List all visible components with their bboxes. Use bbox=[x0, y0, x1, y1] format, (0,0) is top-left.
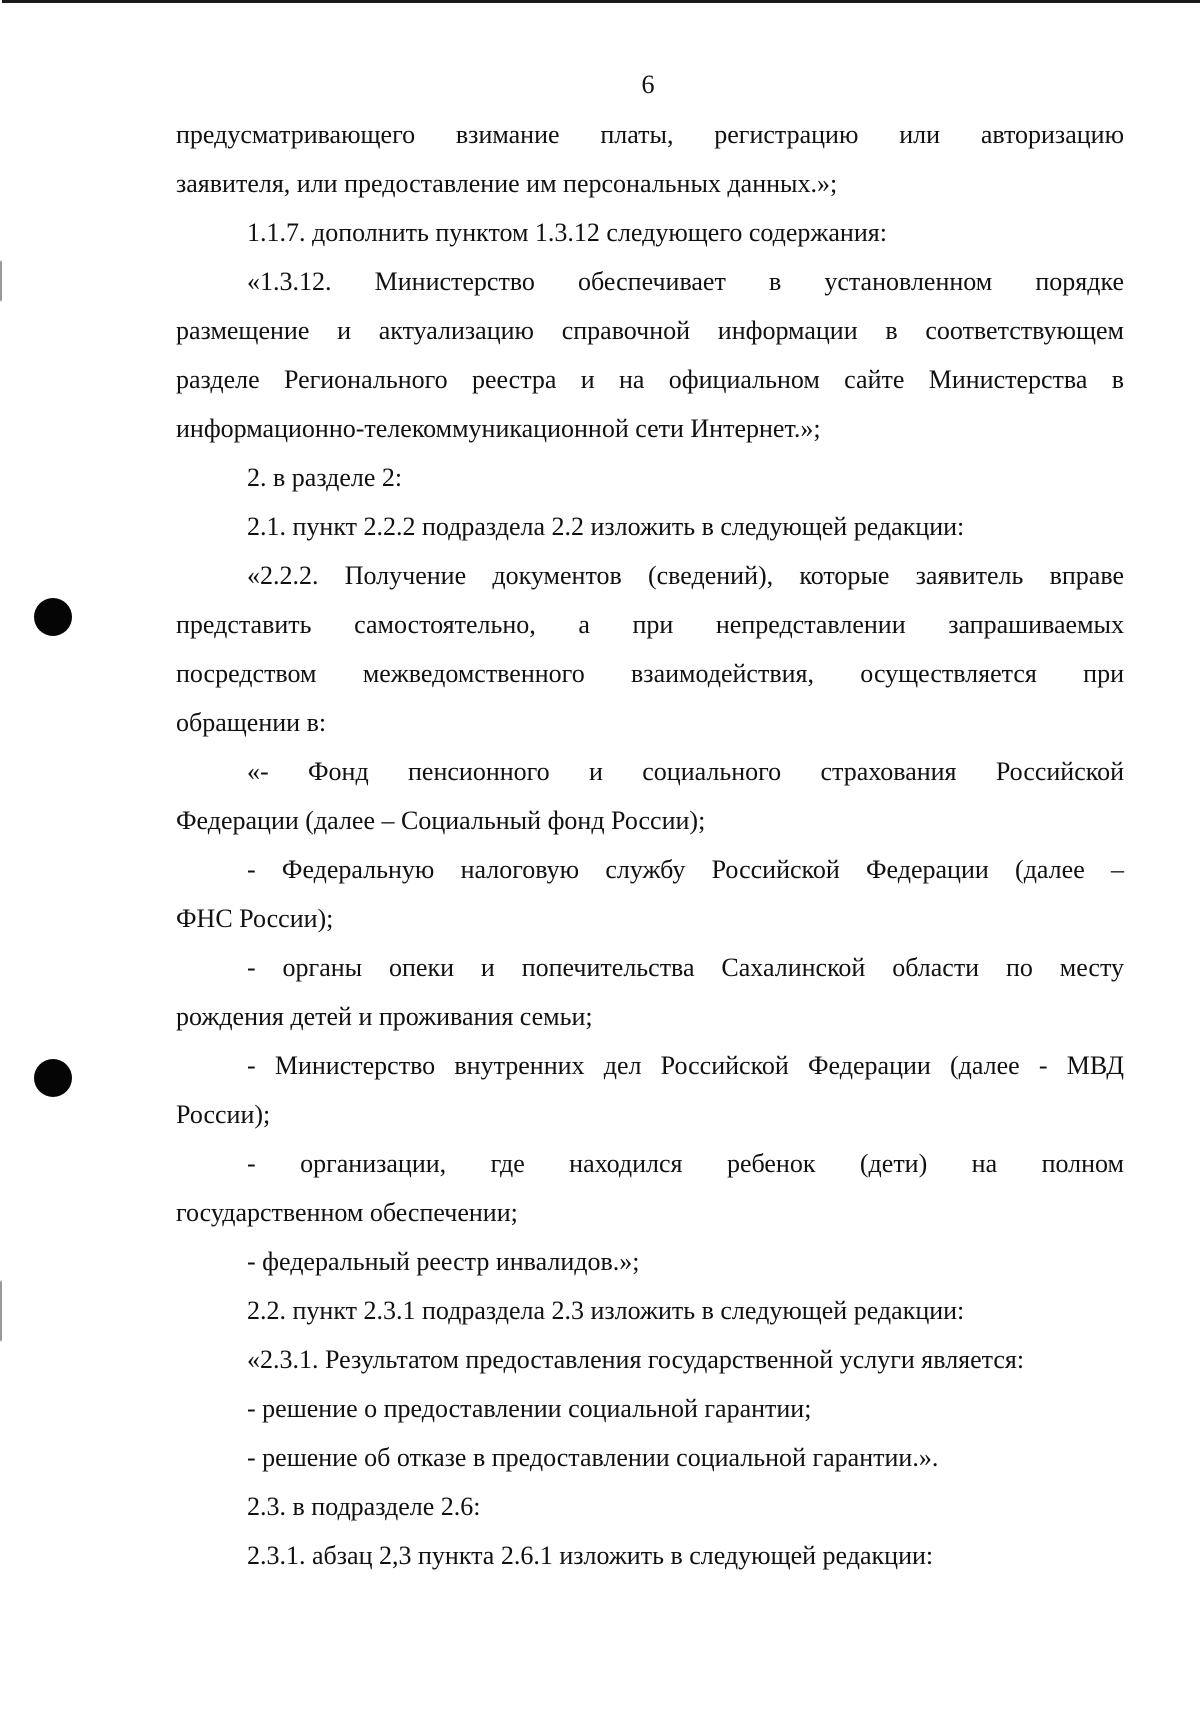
paragraph-section-2 bbox=[176, 453, 1124, 502]
text-line: размещение и актуализацию справочной информации в соответствующем bbox=[176, 316, 1124, 345]
text-line: - решение о предоставлении социальной гарантии; bbox=[247, 1394, 812, 1423]
list-item-interior-ministry bbox=[176, 1041, 1124, 1139]
list-item-social-fund bbox=[176, 747, 1124, 845]
text-line: 2.3.1. абзац 2,3 пункта 2.6.1 изложить в следующей редакции: bbox=[247, 1541, 934, 1570]
text-line: - органы опеки и попечительства Сахалинской области по месту bbox=[247, 953, 1124, 982]
punch-hole-lower bbox=[34, 1059, 72, 1097]
text-line: 2. в разделе 2: bbox=[247, 463, 403, 492]
list-item-decision-grant bbox=[176, 1384, 1124, 1433]
text-line: обращении в: bbox=[176, 708, 327, 737]
text-line: государственном обеспечении; bbox=[176, 1198, 518, 1227]
paragraph-item-2-3 bbox=[176, 1482, 1124, 1531]
page-number: 6 bbox=[641, 70, 655, 99]
list-item-organizations bbox=[176, 1139, 1124, 1237]
scan-top-edge bbox=[0, 0, 1200, 3]
text-line: «2.3.1. Результатом предоставления государственной услуги является: bbox=[247, 1345, 1025, 1374]
document-body bbox=[176, 110, 1124, 1580]
paragraph-item-2-3-1 bbox=[176, 1335, 1124, 1384]
paragraph-item-2-2 bbox=[176, 1286, 1124, 1335]
paragraph-item-2-3-1-b bbox=[176, 1531, 1124, 1580]
text-line: «1.3.12. Министерство обеспечивает в установленном порядке bbox=[247, 267, 1124, 296]
text-line: 2.3. в подразделе 2.6: bbox=[247, 1492, 481, 1521]
text-line: - Министерство внутренних дел Российской Федерации (далее - МВД bbox=[247, 1051, 1124, 1080]
text-line: - решение об отказе в предоставлении социальной гарантии.». bbox=[247, 1443, 939, 1472]
text-line: «2.2.2. Получение документов (сведений), которые заявитель вправе bbox=[247, 561, 1124, 590]
text-line: ФНС России); bbox=[176, 904, 334, 933]
text-line: «- Фонд пенсионного и социального страхования Российской bbox=[247, 757, 1124, 786]
list-item-tax-service bbox=[176, 845, 1124, 943]
punch-hole-upper bbox=[34, 598, 72, 636]
text-line: посредством межведомственного взаимодействия, осуществляется при bbox=[176, 659, 1124, 688]
paragraph-item-1-3-12 bbox=[176, 257, 1124, 453]
paragraph-item-2-2-2 bbox=[176, 551, 1124, 747]
text-line: России); bbox=[176, 1100, 271, 1129]
text-line: представить самостоятельно, а при непредставлении запрашиваемых bbox=[176, 610, 1124, 639]
text-line: рождения детей и проживания семьи; bbox=[176, 1002, 593, 1031]
paragraph-item-2-1 bbox=[176, 502, 1124, 551]
paragraph-item-1-1-7 bbox=[176, 208, 1124, 257]
list-item-disability-registry bbox=[176, 1237, 1124, 1286]
text-line: Федерации (далее – Социальный фонд России); bbox=[176, 806, 706, 835]
paragraph-continuation bbox=[176, 110, 1124, 208]
text-line: - организации, где находился ребенок (дети) на полном bbox=[247, 1149, 1124, 1178]
text-line: 2.2. пункт 2.3.1 подраздела 2.3 изложить в следующей редакции: bbox=[247, 1296, 965, 1325]
list-item-decision-refusal bbox=[176, 1433, 1124, 1482]
text-line: разделе Регионального реестра и на официальном сайте Министерства в bbox=[176, 365, 1124, 394]
text-line: 2.1. пункт 2.2.2 подраздела 2.2 изложить в следующей редакции: bbox=[247, 512, 965, 541]
list-item-guardianship bbox=[176, 943, 1124, 1041]
text-line: - Федеральную налоговую службу Российской Федерации (далее – bbox=[247, 855, 1124, 884]
text-line: заявителя, или предоставление им персональных данных.»; bbox=[176, 169, 838, 198]
text-line: - федеральный реестр инвалидов.»; bbox=[247, 1247, 640, 1276]
text-line: предусматривающего взимание платы, регистрацию или авторизацию bbox=[176, 120, 1124, 149]
scan-left-edge bbox=[0, 0, 2, 1717]
text-line: информационно-телекоммуникационной сети Интернет.»; bbox=[176, 414, 821, 443]
text-line: 1.1.7. дополнить пунктом 1.3.12 следующего содержания: bbox=[247, 218, 887, 247]
